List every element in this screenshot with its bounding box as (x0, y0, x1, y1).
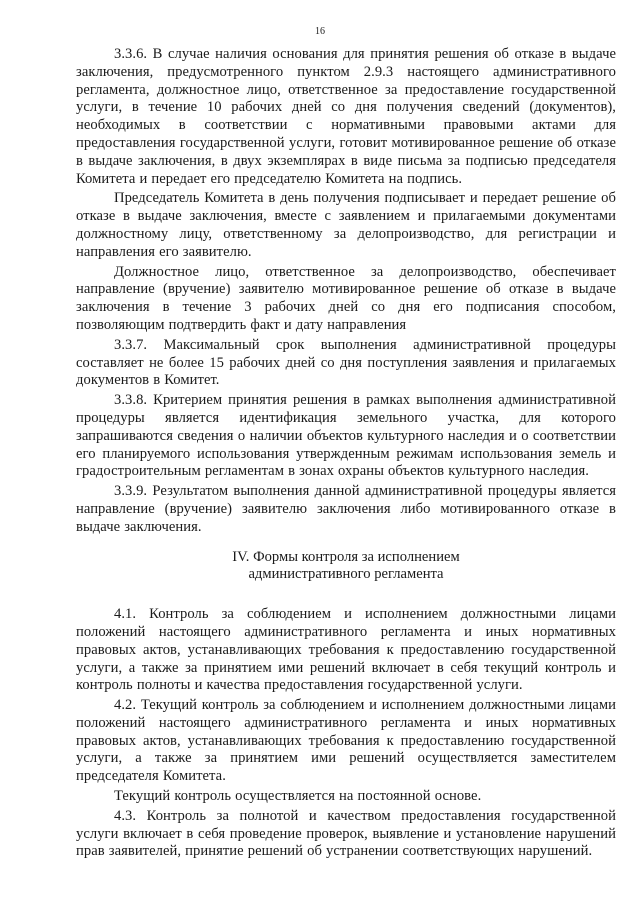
paragraph-chairman-signs: Председатель Комитета в день получения подписывает и передает решение об отказе в выдаче заключения, вместе с заявлением и прилагаемыми документами должностному лицу, ответственному за делопроизводство, для регистрации и направления его заявителю. (76, 190, 616, 260)
document-body (76, 46, 616, 863)
section-heading-line-2: административного регламента (248, 566, 444, 583)
section-heading (76, 549, 616, 585)
paragraph-4-1: 4.1. Контроль за соблюдением и исполнением должностными лицами положений настоящего административного регламента и иных нормативных правовых актов, устанавливающих требования к предоставлению государственной услуги, а также за принятием ими решений включает в себя текущий контроль и контроль полноты и качества предоставления государственной услуги. (76, 606, 616, 694)
paragraph-4-3: 4.3. Контроль за полнотой и качеством предоставления государственной услуги включает в себя проведение проверок, выявление и установление нарушений прав заявителей, принятие решений об устранении соответствующих нарушений. (76, 807, 616, 860)
paragraph-3-3-6: 3.3.6. В случае наличия основания для принятия решения об отказе в выдаче заключения, предусмотренного пунктом 2.9.3 настоящего административного регламента, должностное лицо, ответственное за предоставление государственной услуги, в течение 10 рабочих дней со дня получения сведений (документов), необходимых в соответствии с нормативными правовыми актами для предоставления государственной услуги, готовит мотивированное решение об отказе в выдаче заключения, в двух экземплярах в виде письма за подписью председателя Комитета и передает его председателю Комитета на подпись. (76, 46, 616, 187)
paragraph-3-3-8: 3.3.8. Критерием принятия решения в рамках выполнения административной процедуры является идентификация земельного участка, для которого запрашиваются сведения о наличии объектов культурного наследия и о соответствии его планируемого использования утвержденным режимам использования земель и градостроительным регламентам в зонах охраны объектов культурного наследия. (76, 392, 616, 480)
section-heading-line-1: IV. Формы контроля за исполнением (232, 548, 460, 565)
paragraph-4-2: 4.2. Текущий контроль за соблюдением и исполнением должностными лицами положений настоящего административного регламента и иных нормативных правовых актов, устанавливающих требования к предоставлению государственной услуги, а также за принятием ими решений осуществляется заместителем председателя Комитета. (76, 697, 616, 785)
paragraph-3-3-7: 3.3.7. Максимальный срок выполнения административной процедуры составляет не более 15 рабочих дней со дня поступления заявления и прилагаемых документов в Комитет. (76, 336, 616, 389)
paragraph-official-sends: Должностное лицо, ответственное за делопроизводство, обеспечивает направление (вручение) заявителю мотивированное решение об отказе в выдаче заключения в течение 3 рабочих дней со дня его подписания способом, позволяющим подтвердить факт и дату направления (76, 263, 616, 333)
page-number: 16 (315, 26, 325, 37)
paragraph-current-control: Текущий контроль осуществляется на постоянной основе. (114, 788, 482, 805)
paragraph-3-3-9: 3.3.9. Результатом выполнения данной административной процедуры является направление (вручение) заявителю заключения либо мотивированного отказе в выдаче заключения. (76, 483, 616, 535)
